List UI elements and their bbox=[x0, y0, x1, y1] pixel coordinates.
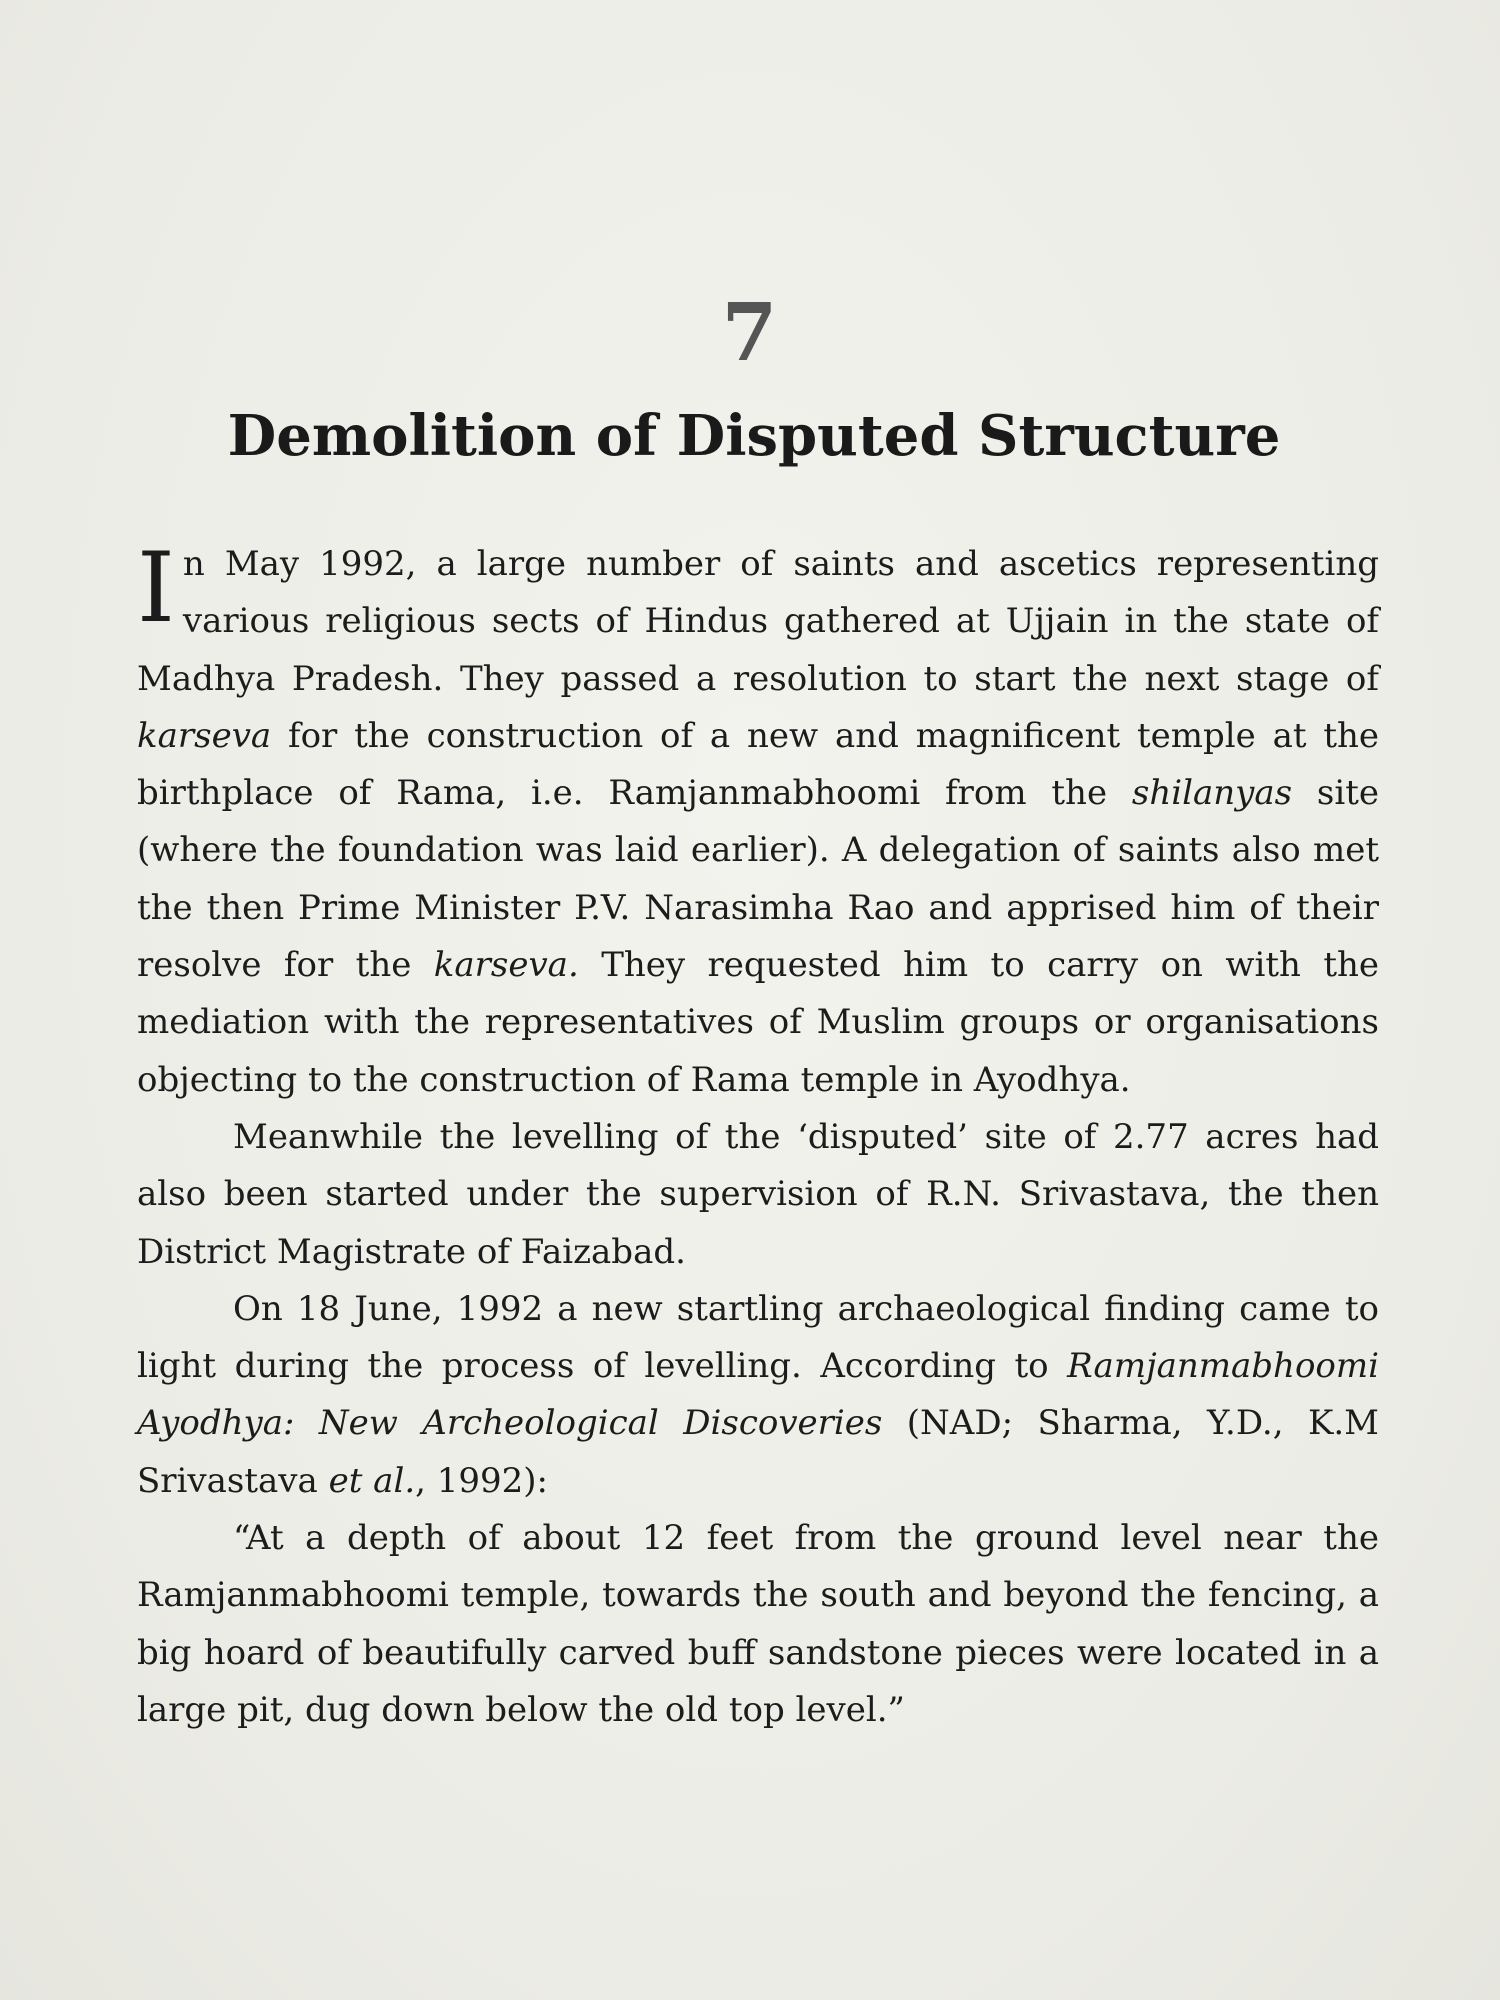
paragraph-3 bbox=[137, 1281, 1379, 1510]
drop-cap: I bbox=[137, 532, 175, 644]
paragraph-3-text-1: On 18 June, 1992 a new startling archaeological finding came to light during the process of levelling. According to bbox=[137, 1288, 1379, 1387]
chapter-title: Demolition of Disputed Structure bbox=[227, 403, 1281, 469]
chapter-number: 7 bbox=[721, 285, 779, 379]
paragraph-3-italic-2: et al. bbox=[328, 1460, 416, 1501]
paragraph-1-italic-2: shilanyas bbox=[1131, 773, 1293, 814]
paragraph-1-italic-3: karseva. bbox=[433, 945, 579, 986]
paragraph-1-italic-1: karseva bbox=[137, 715, 272, 756]
paragraph-3-italic-1: Ramjanmabhoomi Ayodhya: New Archeological Discoveries bbox=[137, 1346, 1379, 1444]
paragraph-1-text-3: site (where the foundation was laid earlier). A delegation of saints also met the then Prime Minister P.V. Narasimha Rao and apprised him of their resolve for the bbox=[137, 773, 1379, 986]
paragraph-1-text-1: n May 1992, a large number of saints and ascetics representing various religious sects of Hindus gathered at Ujjain in the state of Madhya Pradesh. They passed a resolution to start the next stage of bbox=[137, 544, 1379, 699]
paragraph-2: Meanwhile the levelling of the ‘disputed’ site of 2.77 acres had also been started under the supervision of R.N. Srivastava, the then District Magistrate of Faizabad. bbox=[137, 1116, 1379, 1272]
paragraph-1 bbox=[137, 532, 1380, 1109]
paragraph-4-quote: “At a depth of about 12 feet from the ground level near the Ramjanmabhoomi temple, towards the south and beyond the fencing, a big hoard of beautifully carved buff sandstone pieces were located in a large pit, dug down below the old top level.” bbox=[137, 1518, 1379, 1730]
chapter-body bbox=[137, 532, 1380, 1739]
paragraph-1-text-4: They requested him to carry on with the mediation with the representatives of Muslim groups or organisations objecting to the construction of Rama temple in Ayodhya. bbox=[137, 945, 1380, 1100]
paragraph-1-text-2: for the construction of a new and magnificent temple at the birthplace of Rama, i.e. Ramjanmabhoomi from the bbox=[137, 715, 1379, 814]
paragraph-3-text-2: (NAD; Sharma, Y.D., K.M Srivastava bbox=[137, 1403, 1379, 1501]
paragraph-3-text-3: , 1992): bbox=[415, 1460, 548, 1501]
